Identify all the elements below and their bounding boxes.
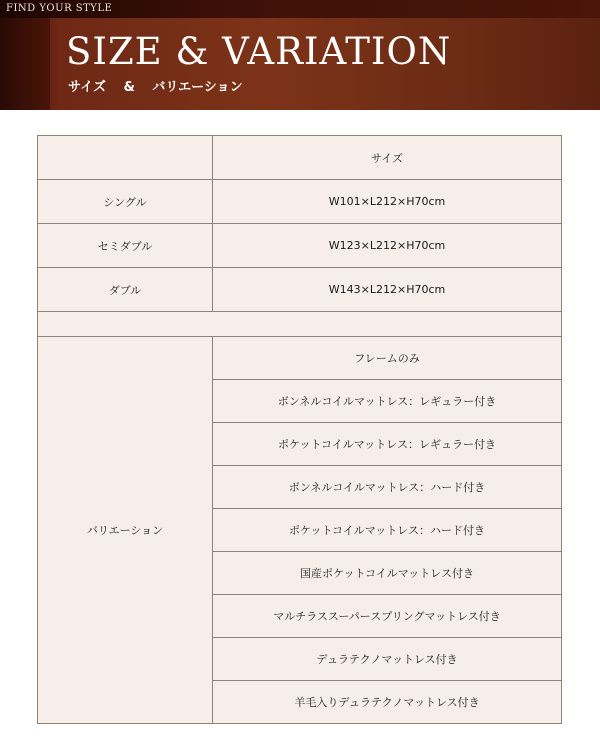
size-variation-table [37,135,562,724]
spacer-row [38,312,562,337]
page-title: SIZE & VARIATION [66,30,452,73]
variation-cell: マルチラススーパースプリングマットレス付き [213,595,562,638]
size-value-cell: W101×L212×H70cm [213,180,562,224]
variation-cell: ポケットコイルマットレス：ハード付き [213,509,562,552]
size-row [38,180,562,224]
size-value-cell: W123×L212×H70cm [213,224,562,268]
size-label-cell: ダブル [38,268,213,312]
variation-cell: ボンネルコイルマットレス：ハード付き [213,466,562,509]
header-empty-cell [38,136,213,180]
table-header-row [38,136,562,180]
spacer-cell [38,312,562,337]
find-your-style-label: FIND YOUR STYLE [6,3,113,14]
variation-cell: 国産ポケットコイルマットレス付き [213,552,562,595]
variation-cell: デュラテクノマットレス付き [213,638,562,681]
header-banner [0,0,600,110]
size-header-cell: サイズ [213,136,562,180]
size-label-cell: セミダブル [38,224,213,268]
page-subtitle: サイズ & バリエーション [68,80,243,95]
variation-cell: 羊毛入りデュラテクノマットレス付き [213,681,562,724]
variation-label-cell: バリエーション [38,337,213,724]
size-value-cell: W143×L212×H70cm [213,268,562,312]
size-label-cell: シングル [38,180,213,224]
variation-cell: ポケットコイルマットレス：レギュラー付き [213,423,562,466]
variation-cell: フレームのみ [213,337,562,380]
size-row [38,224,562,268]
variation-cell: ボンネルコイルマットレス：レギュラー付き [213,380,562,423]
variation-row [38,337,562,380]
size-row [38,268,562,312]
